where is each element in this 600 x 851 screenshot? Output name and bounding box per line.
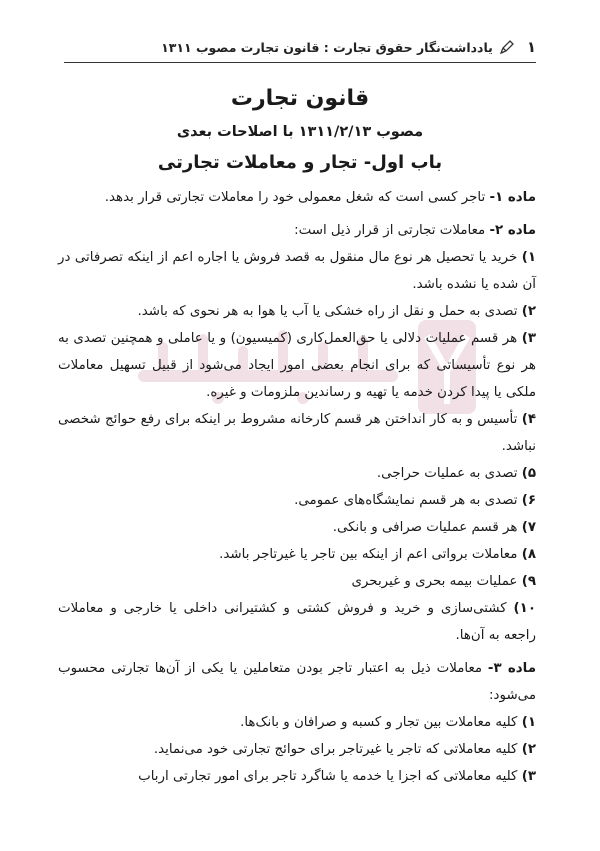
item-text: خرید یا تحصیل هر نوع مال منقول به قصد فروش یا اجاره اعم از اینکه تصرفاتی در آن شده یا نشده باشد. bbox=[58, 250, 536, 292]
item-number: ۱) bbox=[521, 250, 536, 265]
item-text: کشتی‌سازی و خرید و فروش کشتی و کشتیرانی داخلی یا خارجی و معاملات راجعه به آن‌ها. bbox=[58, 601, 536, 643]
article-label: ماده ۱- bbox=[489, 190, 536, 205]
document-body bbox=[58, 184, 536, 790]
list-item bbox=[58, 298, 536, 325]
article-label: ماده ۳- bbox=[487, 661, 536, 676]
article-text: معاملات ذیل به اعتبار تاجر بودن متعاملین یا یکی از آن‌ها تجارتی محسوب می‌شود: bbox=[58, 661, 536, 703]
item-number: ۲) bbox=[521, 304, 536, 319]
list-item bbox=[58, 568, 536, 595]
list-item bbox=[58, 244, 536, 298]
article-3 bbox=[58, 655, 536, 709]
item-number: ۸) bbox=[521, 547, 536, 562]
article-text: معاملات تجارتی از قرار ذیل است: bbox=[294, 223, 490, 238]
item-text: کلیه معاملات بین تجار و کسبه و صرافان و بانک‌ها. bbox=[240, 715, 522, 730]
item-text: تصدی به عملیات حراجی. bbox=[376, 466, 522, 481]
list-item bbox=[58, 736, 536, 763]
item-number: ۷) bbox=[521, 520, 536, 535]
pen-icon bbox=[499, 39, 515, 55]
item-text: هر قسم عملیات صرافی و بانکی. bbox=[332, 520, 522, 535]
article-label: ماده ۲- bbox=[489, 223, 536, 238]
item-number: ۲) bbox=[521, 742, 536, 757]
item-number: ۱) bbox=[521, 715, 536, 730]
article-2 bbox=[58, 217, 536, 244]
list-item bbox=[58, 406, 536, 460]
item-number: ۶) bbox=[521, 493, 536, 508]
item-text: تصدی به حمل و نقل از راه خشکی یا آب یا هوا به هر نحوی که باشد. bbox=[137, 304, 522, 319]
list-item bbox=[58, 487, 536, 514]
list-item bbox=[58, 595, 536, 649]
list-item bbox=[58, 541, 536, 568]
item-text: معاملات برواتی اعم از اینکه بین تاجر یا غیرتاجر باشد. bbox=[219, 547, 522, 562]
running-header bbox=[64, 36, 536, 58]
document-subtitle: مصوب ۱۳۱۱/۲/۱۳ با اصلاحات بعدی bbox=[176, 124, 424, 140]
document-title: قانون تجارت bbox=[230, 86, 370, 111]
running-title: یادداشت‌نگار حقوق تجارت : قانون تجارت مصوب ۱۳۱۱ bbox=[161, 39, 493, 55]
list-item bbox=[58, 709, 536, 736]
article-1 bbox=[58, 184, 536, 211]
item-number: ۹) bbox=[521, 574, 536, 589]
page-number: ۱ bbox=[526, 38, 536, 56]
list-item bbox=[58, 514, 536, 541]
item-text: کلیه معاملاتی که تاجر یا غیرتاجر برای حوائج تجارتی خود می‌نماید. bbox=[153, 742, 522, 757]
item-number: ۳) bbox=[521, 769, 536, 784]
chapter-title: باب اول- تجار و معاملات تجارتی bbox=[157, 152, 443, 173]
item-text: کلیه معاملاتی که اجزا یا خدمه یا شاگرد تاجر برای امور تجارتی ارباب bbox=[138, 769, 522, 784]
item-text: تأسیس و به کار انداختن هر قسم کارخانه مشروط بر اینکه برای رفع حوائج شخصی نباشد. bbox=[58, 412, 536, 454]
item-number: ۳) bbox=[521, 331, 536, 346]
item-number: ۴) bbox=[521, 412, 536, 427]
article-text: تاجر کسی است که شغل معمولی خود را معاملات تجارتی قرار بدهد. bbox=[104, 190, 490, 205]
list-item bbox=[58, 460, 536, 487]
list-item bbox=[58, 763, 536, 790]
item-number: ۵) bbox=[521, 466, 536, 481]
header-divider bbox=[64, 62, 536, 63]
item-text: هر قسم عملیات دلالی یا حق‌العمل‌کاری (کمیسیون) و یا عاملی و همچنین تصدی به هر نوع تأسیساتی که برای انجام بعضی امور ایجاد می‌شود از قبیل تسهیل معاملات ملکی یا پیدا کردن خدمه یا تهیه و رساندین ملزومات و غیره. bbox=[58, 331, 536, 400]
item-text: تصدی به هر قسم نمایشگاه‌های عمومی. bbox=[294, 493, 522, 508]
list-item bbox=[58, 325, 536, 406]
item-number: ۱۰) bbox=[513, 601, 536, 616]
item-text: عملیات بیمه بحری و غیربحری bbox=[351, 574, 522, 589]
